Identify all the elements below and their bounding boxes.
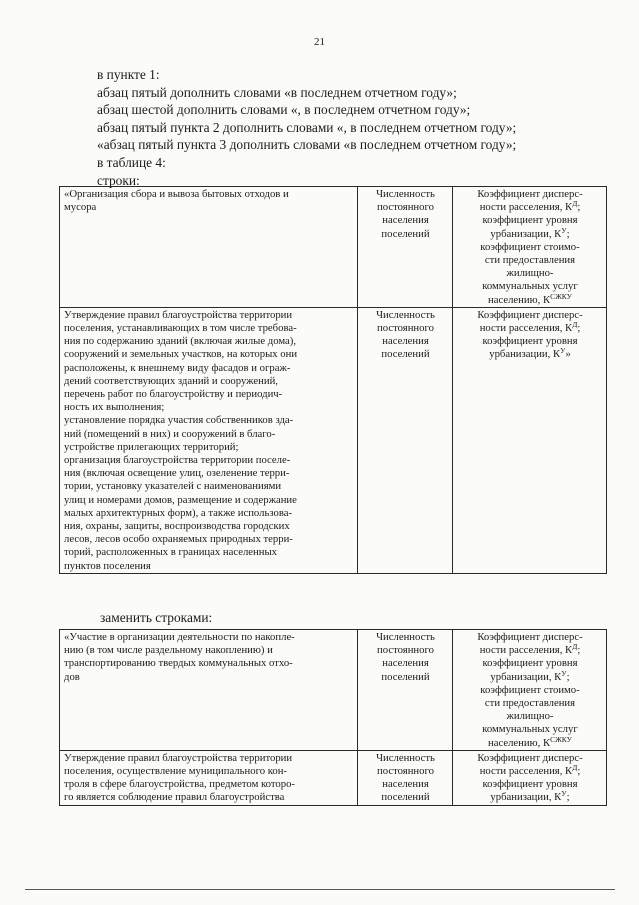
intro-line: в пункте 1: [97, 67, 160, 82]
intro-line: абзац шестой дополнить словами «, в последнем отчетном году»; [97, 102, 471, 118]
amendment-intro [97, 66, 516, 189]
function-cell: «Организация сбора и вывоза бытовых отходов и мусора [60, 187, 358, 308]
new-rows-table [59, 629, 607, 806]
indicator-cell: Численность постоянного населения поселений [358, 750, 453, 805]
intro-line: абзац пятый пункта 2 дополнить словами «, в последнем отчетном году»; [97, 119, 517, 135]
superscript-index: У [561, 668, 567, 678]
indicator-cell: Численность постоянного населения поселений [358, 187, 453, 308]
coefficient-cell: Коэффициент дисперс- ности расселения, $К^Д$; коэффициент уровня урбанизации, $К^У$» [453, 307, 607, 573]
table-row [60, 750, 607, 805]
superscript-index: У [560, 346, 566, 356]
function-cell: «Участие в организации деятельности по накопле- нию (в том числе раздельному накоплению) и транспортированию твердых коммунальных отхо- дов [60, 630, 358, 751]
superscript-index: Д [572, 642, 578, 652]
indicator-cell: Численность постоянного населения поселений [358, 307, 453, 573]
coefficient-cell: Коэффициент дисперс- ности расселения, $К^Д$; коэффициент уровня урбанизации, $К^У$; коэффициент стоимо- сти предоставления жилищно- коммунальных услуг населению, $К^{СЖКУ}$ [453, 630, 607, 751]
table-row [60, 630, 607, 751]
intro-line: «абзац пятый пункта 3 дополнить словами «в последнем отчетном году»; [97, 137, 517, 153]
table-row [60, 187, 607, 308]
bottom-divider [25, 889, 615, 890]
coefficient-cell: Коэффициент дисперс- ности расселения, $К^Д$; коэффициент уровня урбанизации, $К^У$; [453, 750, 607, 805]
indicator-cell: Численность постоянного населения поселений [358, 630, 453, 751]
function-cell: Утверждение правил благоустройства территории поселения, осуществление муниципального кон- троля в сфере благоустройства, предметом которо- го является соблюдение правил благоустройства [60, 750, 358, 805]
intro-line: строки: [97, 172, 140, 188]
superscript-index: Д [572, 763, 578, 773]
page-number: 21 [314, 36, 325, 48]
intro-line: в таблице 4: [97, 154, 166, 170]
superscript-index: СЖКУ [550, 734, 572, 744]
superscript-index: У [561, 225, 567, 235]
superscript-index: Д [572, 320, 578, 330]
replace-label: заменить строками: [100, 610, 213, 625]
coefficient-cell: Коэффициент дисперс- ности расселения, $К^Д$; коэффициент уровня урбанизации, $К^У$; коэффициент стоимо- сти предоставления жилищно- коммунальных услуг населению, $К^{СЖКУ}$ [453, 187, 607, 308]
table-row [60, 307, 607, 573]
intro-line: абзац пятый дополнить словами «в последнем отчетном году»; [97, 84, 457, 100]
superscript-index: СЖКУ [550, 291, 572, 301]
superscript-index: У [561, 789, 567, 799]
superscript-index: Д [572, 199, 578, 209]
old-rows-table [59, 186, 607, 574]
function-cell: Утверждение правил благоустройства территории поселения, устанавливающих в том числе требова- ния по содержанию зданий (включая жилые дома), сооружений и земельных участков, на которых они расположены, к внешнему виду фасадов и ограж- дений соответствующих зданий и сооружений, перечень работ по благоустройству и периодич- ность их выполнения; установление порядка участия собственников зда- ний (помещений в них) и сооружений в благо- устройстве прилегающих территорий; организация благоустройства территории поселе- ния (включая освещение улиц, озеленение терри- тории, установку указателей с наименованиями улиц и номерами домов, размещение и содержание малых архитектурных форм), а также использова- ния, охраны, защиты, воспроизводства городских лесов, лесов особо охраняемых природных терри- торий, расположенных в границах населенных пунктов поселения [60, 307, 358, 573]
